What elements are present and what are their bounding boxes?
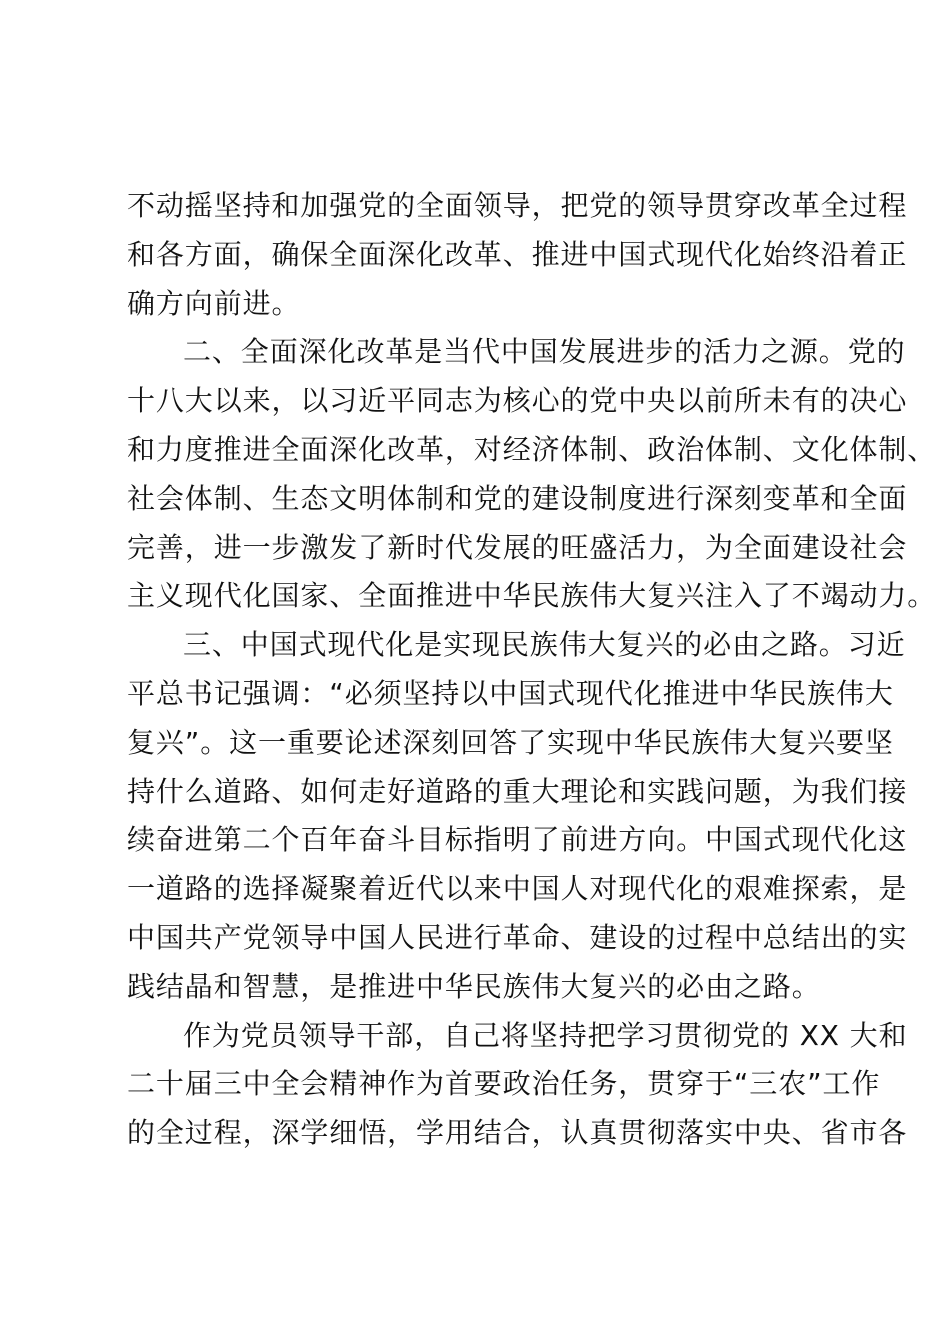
text-line: 一道路的选择凝聚着近代以来中国人对现代化的艰难探索，是 — [127, 872, 908, 906]
text-line: 二、全面深化改革是当代中国发展进步的活力之源。党的 — [183, 335, 906, 369]
text-line: 平总书记强调：“必须坚持以中国式现代化推进中华民族伟大 — [127, 676, 894, 710]
text-line: 持什么道路、如何走好道路的重大理论和实践问题，为我们接 — [127, 774, 908, 808]
text-line: 十八大以来，以习近平同志为核心的党中央以前所未有的决心 — [127, 384, 908, 418]
text-line: 续奋进第二个百年奋斗目标指明了前进方向。中国式现代化这 — [127, 823, 908, 857]
text-line: 三、中国式现代化是实现民族伟大复兴的必由之路。习近 — [183, 628, 906, 662]
text-line: 主义现代化国家、全面推进中华民族伟大复兴注入了不竭动力。 — [127, 579, 937, 613]
text-line: 二十届三中全会精神作为首要政治任务，贯穿于“三农”工作 — [127, 1067, 881, 1101]
text-line: 完善，进一步激发了新时代发展的旺盛活力，为全面建设社会 — [127, 530, 908, 564]
body-text — [127, 182, 937, 1158]
paragraph-3 — [127, 621, 908, 1011]
text-line: 社会体制、生态文明体制和党的建设制度进行深刻变革和全面 — [127, 481, 908, 515]
text-line: 复兴”。这一重要论述深刻回答了实现中华民族伟大复兴要坚 — [127, 725, 894, 759]
text-line: 和各方面，确保全面深化改革、推进中国式现代化始终沿着正 — [127, 237, 908, 271]
text-line: 践结晶和智慧，是推进中华民族伟大复兴的必由之路。 — [127, 969, 821, 1003]
paragraph-4 — [127, 1012, 908, 1158]
text-line: 中国共产党领导中国人民进行革命、建设的过程中总结出的实 — [127, 920, 908, 954]
text-line: 不动摇坚持和加强党的全面领导，把党的领导贯穿改革全过程 — [127, 189, 908, 222]
text-line: 确方向前进。 — [127, 286, 301, 320]
paragraph-1 — [127, 182, 908, 328]
text-line: 的全过程，深学细悟，学用结合，认真贯彻落实中央、省市各 — [127, 1116, 908, 1150]
text-line: 和力度推进全面深化改革，对经济体制、政治体制、文化体制、 — [127, 432, 937, 466]
text-line: 作为党员领导干部，自己将坚持把学习贯彻党的 XX 大和 — [183, 1018, 908, 1052]
paragraph-2 — [127, 328, 937, 621]
